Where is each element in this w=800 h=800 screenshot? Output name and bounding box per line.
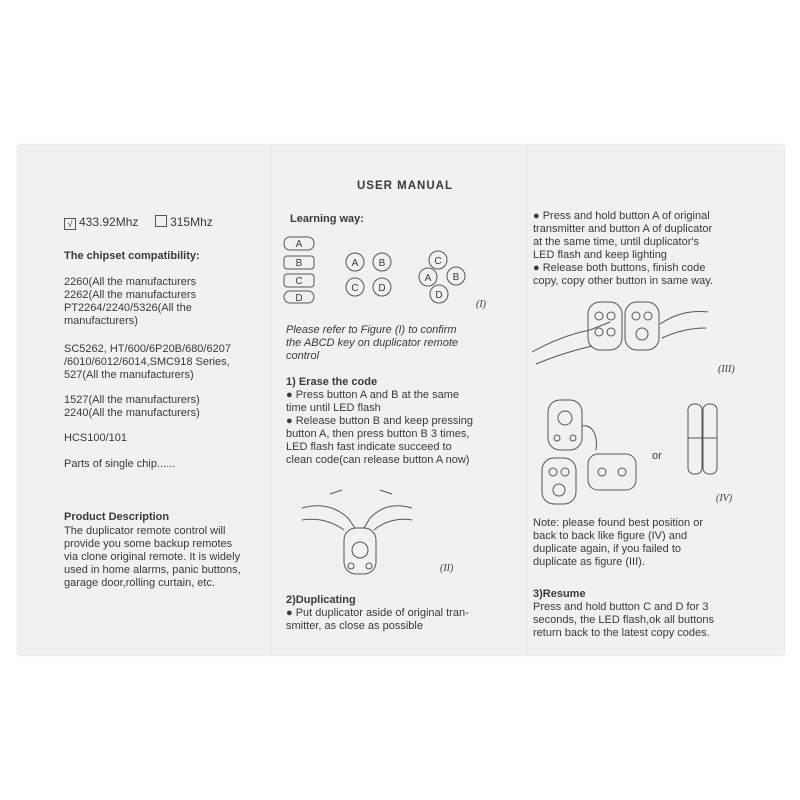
duplicating-line: ● Put duplicator aside of original tran-	[286, 607, 469, 619]
copy-steps	[533, 210, 713, 288]
chipset-line: 527(All the manufacturers)	[64, 369, 194, 381]
product-line: via clone original remote. It is widely	[64, 551, 241, 563]
product-heading: Product Description	[64, 511, 170, 523]
or-label: or	[652, 450, 662, 462]
duplicating-heading: 2)Duplicating	[286, 594, 356, 606]
checkbox-315	[155, 215, 167, 227]
chipset-line: manufacturers)	[64, 315, 138, 327]
chipset-line: 2260(All the manufacturers	[64, 276, 197, 288]
figure-2-erase-illustration	[300, 488, 420, 583]
chipset-group-2	[64, 343, 231, 382]
key-a-label: A	[295, 239, 303, 250]
product-description	[64, 525, 241, 590]
fold-line	[527, 145, 528, 655]
duplicating-steps	[286, 607, 469, 633]
chipset-line: /6010/6012/6014,SMC918 Series,	[64, 356, 230, 368]
key-b-label: B	[378, 258, 386, 269]
checkbox-433: √	[64, 218, 76, 230]
note-line: Note: please found best position or	[533, 517, 704, 529]
copy-line: ● Release both buttons, finish code	[533, 262, 706, 274]
chipset-group-4: HCS100/101	[64, 432, 127, 444]
refer-line: the ABCD key on duplicator remote	[286, 337, 459, 349]
learning-heading: Learning way:	[290, 213, 364, 225]
refer-note	[286, 324, 458, 363]
chipset-line: SC5262, HT/600/6P20B/680/6207	[64, 343, 231, 355]
position-note	[533, 517, 703, 569]
key-d-label: D	[435, 290, 443, 301]
resume-line: seconds, the LED flash,ok all buttons	[533, 614, 714, 626]
fold-line	[271, 145, 272, 655]
key-a-label: A	[424, 273, 432, 284]
product-line: garage door,rolling curtain, etc.	[64, 577, 216, 589]
key-c-label: C	[434, 256, 442, 267]
chipset-heading: The chipset compatibility:	[64, 250, 200, 262]
key-c-label: C	[351, 283, 359, 294]
copy-line: at the same time, until duplicator's	[533, 236, 699, 248]
key-b-label: B	[295, 258, 303, 269]
figure-1-label: (I)	[476, 299, 486, 310]
chipset-line: PT2264/2240/5326(All the	[64, 302, 192, 314]
chipset-group-1	[64, 276, 196, 328]
duplicating-line: smitter, as close as possible	[286, 620, 423, 632]
note-line: duplicate again, if you failed to	[533, 543, 681, 555]
chipset-line: 2240(All the manufacturers)	[64, 407, 200, 419]
figure-3-copy-illustration	[530, 292, 710, 372]
figure-3-label: (III)	[718, 364, 735, 375]
note-line: duplicate as figure (III).	[533, 556, 645, 568]
chipset-group-3	[64, 394, 200, 420]
erase-line: clean code(can release button A now)	[286, 454, 470, 466]
key-d-label: D	[295, 293, 303, 304]
figure-1-key-layout	[278, 232, 498, 312]
erase-line: button A, then press button B 3 times,	[286, 428, 470, 440]
frequency-options	[64, 215, 213, 230]
copy-line: ● Press and hold button A of original	[533, 210, 710, 222]
product-line: The duplicator remote control will	[64, 525, 226, 537]
copy-line: transmitter and button A of duplicator	[533, 223, 713, 235]
figure-4a-side-by-side	[538, 396, 648, 508]
erase-heading: 1) Erase the code	[286, 376, 378, 388]
chipset-line: 1527(All the manufacturers)	[64, 394, 200, 406]
figure-4-label: (IV)	[716, 493, 733, 504]
erase-line: ● Press button A and B at the same	[286, 389, 459, 401]
note-line: back to back like figure (IV) and	[533, 530, 688, 542]
copy-line: copy, copy other button in same way.	[533, 275, 713, 287]
key-c-label: C	[295, 276, 303, 287]
manual-title: USER MANUAL	[357, 180, 453, 192]
key-b-label: B	[452, 272, 460, 283]
resume-line: Press and hold button C and D for 3	[533, 601, 709, 613]
figure-2-label: (II)	[440, 563, 454, 574]
product-line: provide you some backup remotes	[64, 538, 233, 550]
figure-4b-back-to-back	[682, 400, 722, 480]
resume-line: return back to the latest copy codes.	[533, 627, 710, 639]
copy-line: LED flash and keep lighting	[533, 249, 667, 261]
freq-315-label: 315Mhz	[170, 215, 213, 229]
key-d-label: D	[378, 283, 386, 294]
erase-line: ● Release button B and keep pressing	[286, 415, 474, 427]
resume-heading: 3)Resume	[533, 588, 586, 600]
chipset-group-5: Parts of single chip......	[64, 458, 176, 470]
erase-steps	[286, 389, 473, 467]
key-a-label: A	[351, 258, 359, 269]
erase-line: time until LED flash	[286, 402, 381, 414]
chipset-line: 2262(All the manufacturers	[64, 289, 197, 301]
product-line: used in home alarms, panic buttons,	[64, 564, 241, 576]
resume-steps	[533, 601, 714, 640]
freq-433-label: 433.92Mhz	[79, 215, 139, 229]
refer-line: control	[286, 350, 320, 362]
refer-line: Please refer to Figure (I) to confirm	[286, 324, 457, 336]
erase-line: LED flash fast indicate succeed to	[286, 441, 452, 453]
